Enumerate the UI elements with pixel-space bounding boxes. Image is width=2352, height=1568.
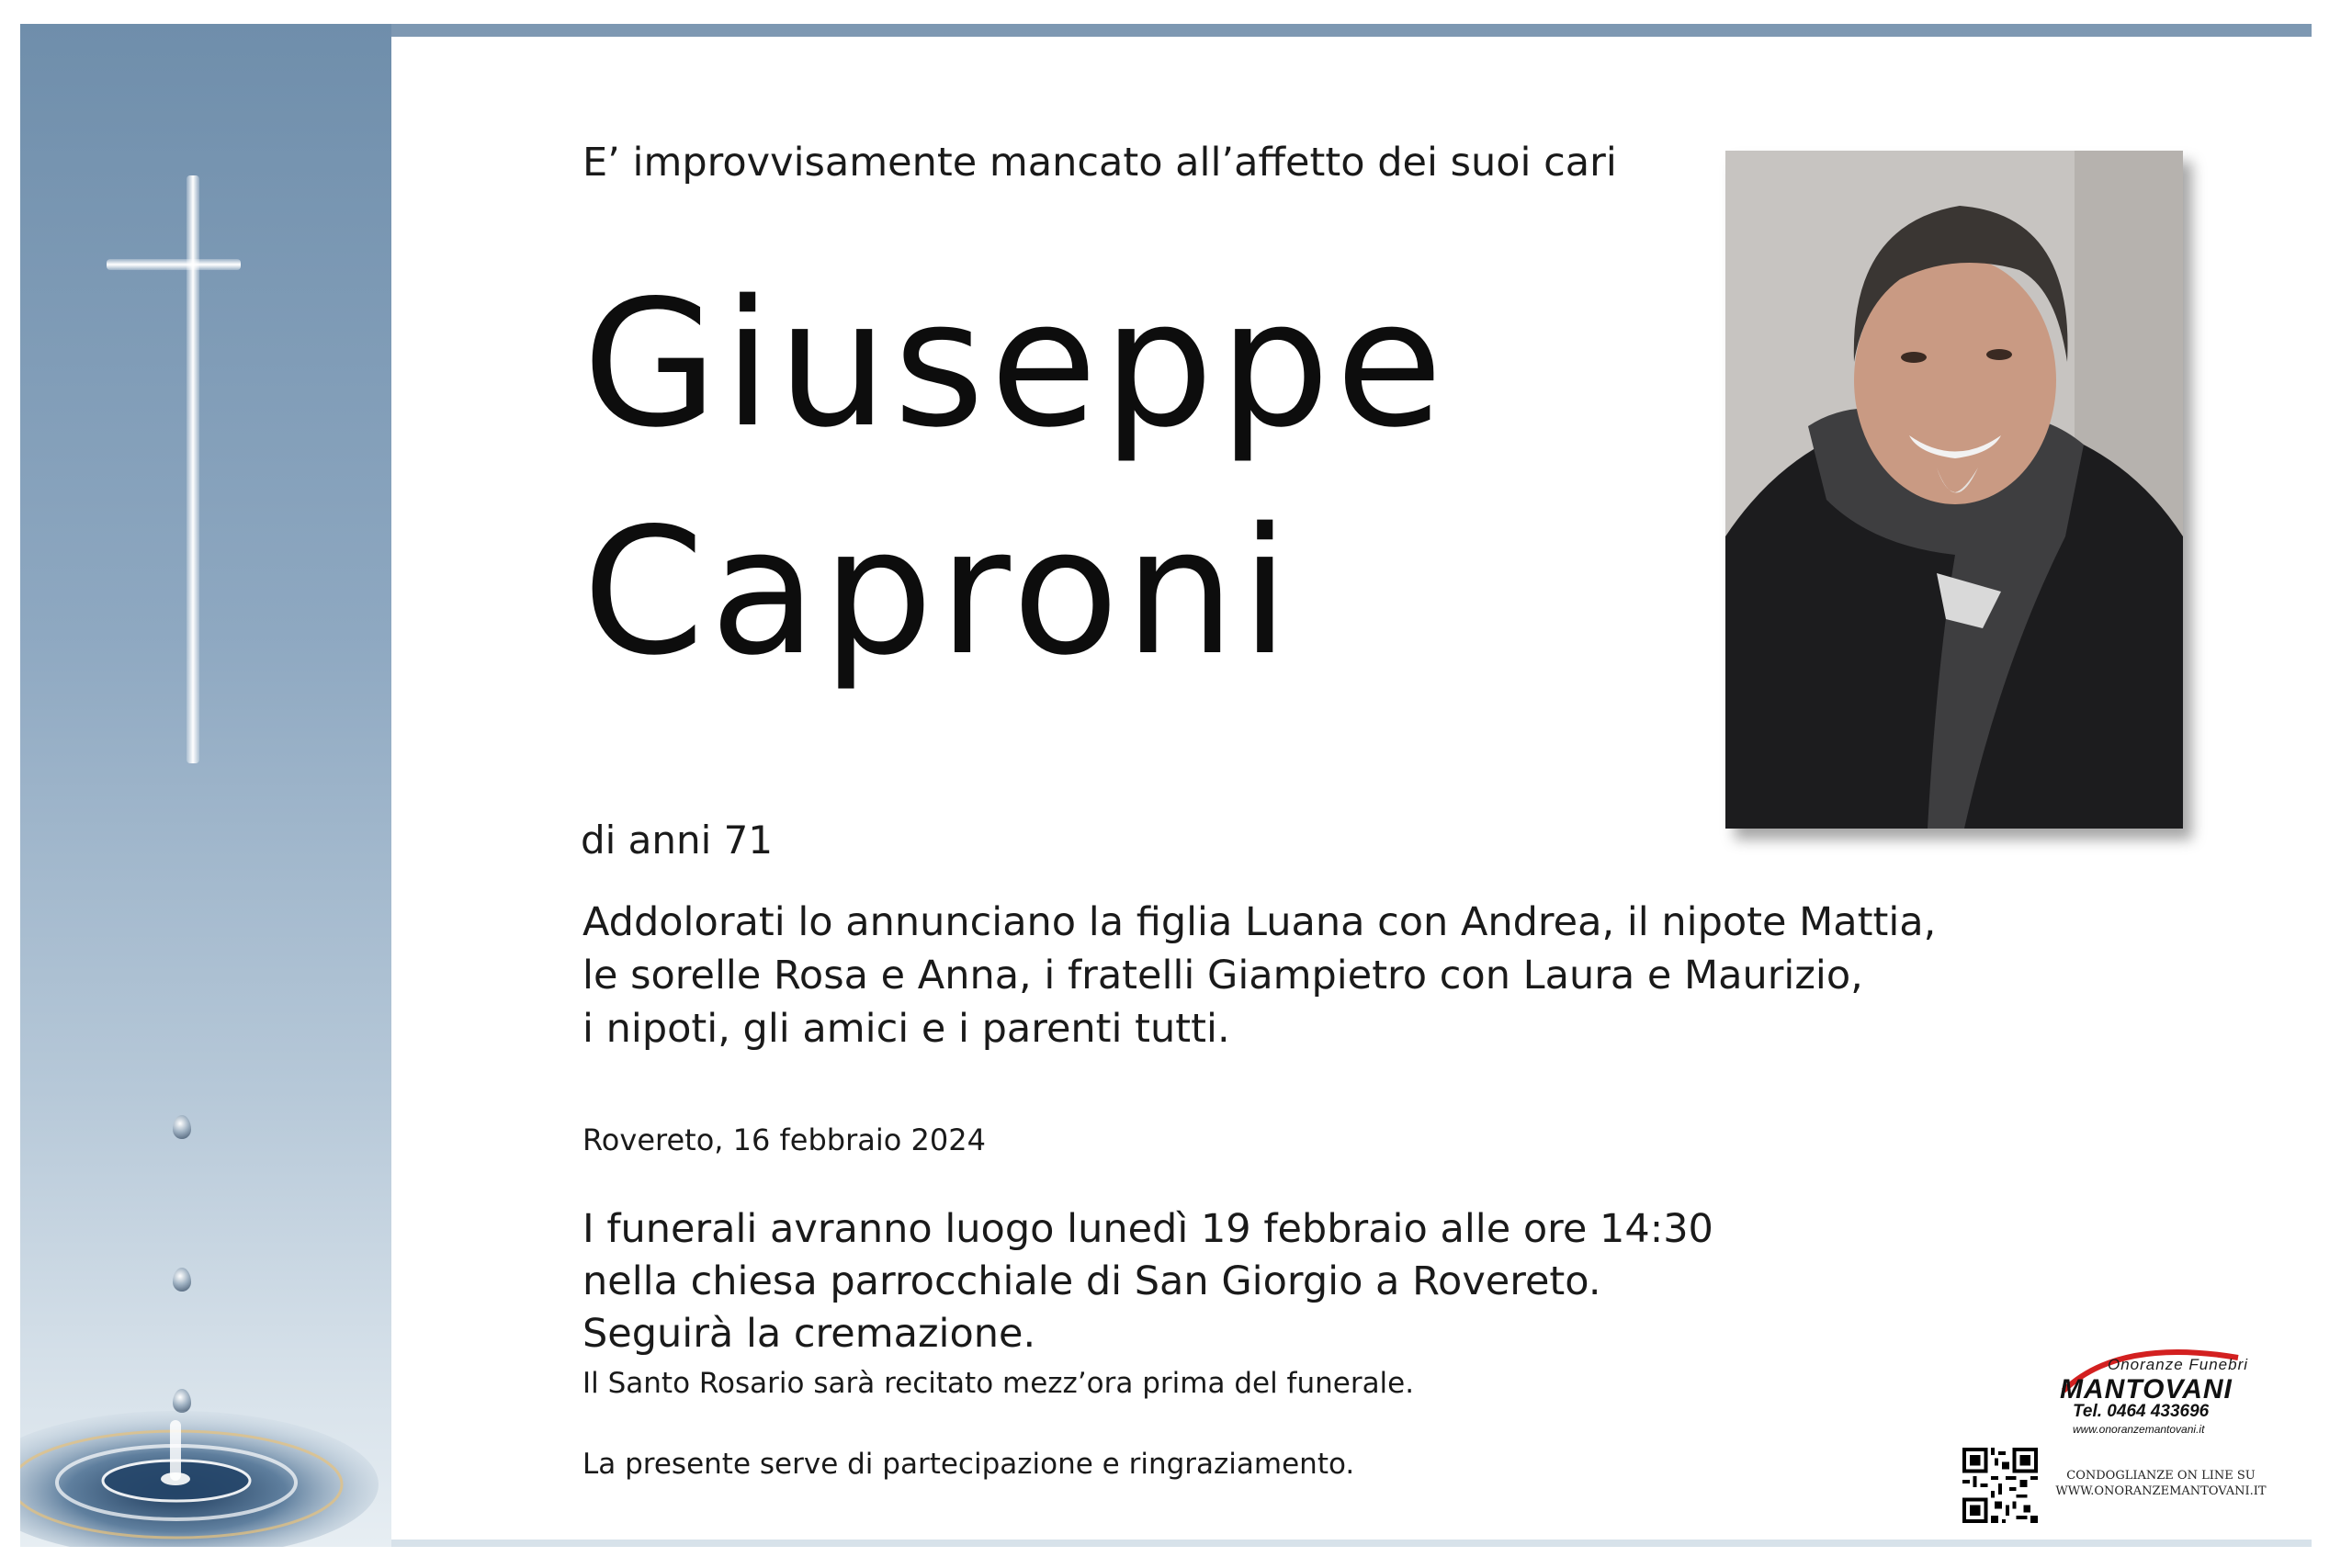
announcement (582, 896, 1936, 1055)
announcement-line: i nipoti, gli amici e i parenti tutti. (582, 1006, 1230, 1052)
portrait-photo (1725, 151, 2183, 829)
condolences-line: CONDOGLIANZE ON LINE SU (2066, 1469, 2256, 1483)
announcement-line: Addolorati lo annunciano la figlia Luana con Andrea, il nipote Mattia, (582, 899, 1937, 945)
water-drop-icon (173, 1115, 191, 1139)
place-date: Rovereto, 16 febbraio 2024 (582, 1122, 986, 1157)
deceased-last-name: Caproni (582, 491, 1295, 694)
funeral-details (582, 1203, 1713, 1360)
logo-brand: MANTOVANI (2060, 1374, 2233, 1404)
water-drop-icon (173, 1268, 191, 1292)
thanks-note: La presente serve di partecipazione e ringraziamento. (582, 1448, 1355, 1481)
logo-phone: Tel. 0464 433696 (2073, 1402, 2210, 1421)
cross-icon-arm (107, 259, 241, 270)
funeral-line: Seguirà la cremazione. (582, 1311, 1036, 1357)
intro-text: E’ improvvisamente mancato all’affetto dei suoi cari (582, 140, 1617, 186)
announcement-line: le sorelle Rosa e Anna, i fratelli Giampietro con Laura e Maurizio, (582, 953, 1863, 998)
water-splash-icon (20, 1337, 391, 1547)
funeral-home-logo (2054, 1337, 2262, 1438)
online-condolences (2051, 1468, 2271, 1499)
decorative-side-panel (20, 24, 391, 1547)
rosary-note: Il Santo Rosario sarà recitato mezz’ora prima del funerale. (582, 1367, 1415, 1400)
age-text: di anni 71 (581, 818, 774, 863)
funeral-line: nella chiesa parrocchiale di San Giorgio a Rovereto. (582, 1258, 1601, 1304)
logo-title: Onoranze Funebri (2108, 1356, 2249, 1373)
condolences-link[interactable]: WWW.ONORANZEMANTOVANI.IT (2055, 1484, 2267, 1498)
funeral-line: I funerali avranno luogo lunedì 19 febbraio alle ore 14:30 (582, 1206, 1713, 1252)
deceased-first-name: Giuseppe (582, 263, 1449, 466)
qr-code-icon[interactable] (1962, 1448, 2038, 1523)
logo-website: www.onoranzemantovani.it (2073, 1423, 2205, 1436)
